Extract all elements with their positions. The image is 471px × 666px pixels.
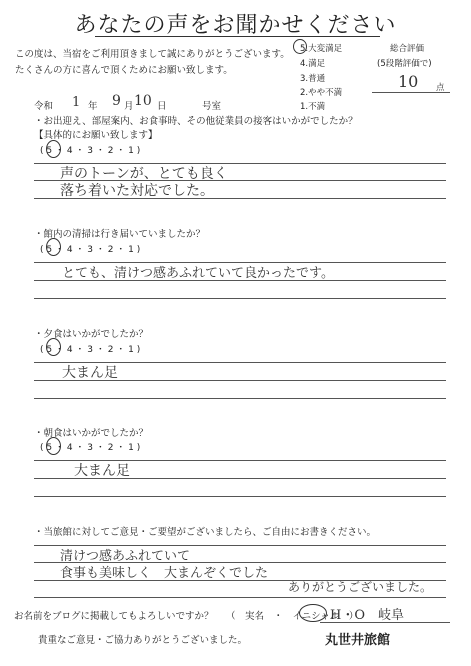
rating-legend-4: 4.満足 [300, 59, 326, 69]
inn-name: 丸世井旅館 [325, 633, 391, 648]
q2-scale: ( 5 ・ 4 ・ 3 ・ 2 ・ 1 ) [40, 245, 141, 255]
q4-selected-circle [46, 437, 61, 455]
q3-scale: ( 5 ・ 4 ・ 3 ・ 2 ・ 1 ) [40, 345, 141, 355]
intro-line-1: この度は、当宿をご利用頂きまして誠にありがとうございます。 [15, 49, 290, 60]
room-label: 号室 [202, 101, 222, 112]
q5-answer-3: ありがとうございました。 [288, 580, 433, 594]
blog-option-circle [299, 604, 327, 622]
blog-option: （ 実名 ・ イニシャル ） [226, 611, 359, 622]
date-year-unit: 年 [88, 101, 98, 112]
date-month-unit: 月 [124, 101, 134, 112]
q2-rule-1 [34, 262, 446, 263]
q1-rule-1 [34, 163, 446, 164]
q5-rule-3 [34, 580, 446, 581]
q5-rule-1 [34, 545, 446, 546]
rating-legend-2: 2.やや不満 [300, 88, 343, 98]
thanks-message: 貴重なご意見・ご協力ありがとうございました。 [38, 635, 248, 646]
q1-answer-1: 声のトーンが、とても良く [60, 166, 228, 182]
q2-rule-3 [34, 298, 446, 299]
q1-answer-2: 落ち着いた対応でした。 [60, 183, 214, 199]
overall-underline [372, 92, 450, 93]
q2-selected-circle [46, 238, 61, 256]
overall-score: 10 [398, 72, 419, 91]
overall-label: 総合評価 [390, 44, 425, 54]
intro-line-2: たくさんの方に喜んで頂くためにお願い致します。 [15, 65, 233, 76]
date-month: 9 [112, 93, 121, 109]
q5-answer-1: 清けつ感あふれていて [60, 549, 191, 564]
q1-text: ・お出迎え、部屋案内、お食事時、その他従業員の接客はいかがでしたか？ [34, 116, 358, 127]
q5-rule-4 [34, 597, 446, 598]
title-underline [95, 36, 380, 37]
rating-legend-3: 3.普通 [300, 74, 326, 84]
q4-rule-2 [34, 478, 446, 479]
q4-scale: ( 5 ・ 4 ・ 3 ・ 2 ・ 1 ) [40, 443, 141, 453]
date-day-unit: 日 [157, 101, 167, 112]
q1-hint: 【具体的にお願い致します】 [34, 130, 158, 141]
q2-text: ・館内の清掃は行き届いていましたか？ [34, 229, 206, 240]
q4-text: ・朝食はいかがでしたか？ [34, 428, 149, 439]
q2-answer-1: とても、清けつ感あふれていて良かったです。 [62, 266, 334, 281]
q5-rule-2 [34, 562, 446, 563]
blog-name: H・O 岐阜 [330, 608, 404, 623]
q4-rule-3 [34, 496, 446, 497]
q1-rule-3 [34, 198, 446, 199]
q4-answer-1: 大まん足 [74, 463, 130, 479]
overall-sub: (5段階評価で) [377, 59, 432, 69]
q3-rule-1 [34, 362, 446, 363]
q3-answer-1: 大まん足 [62, 365, 118, 381]
q4-rule-1 [34, 460, 446, 461]
q3-selected-circle [46, 338, 61, 356]
rating-legend-circle [293, 39, 307, 54]
q5-answer-2: 食事も美味しく 大まんぞくでした [60, 566, 269, 581]
rating-legend-5: 5.大変満足 [300, 44, 343, 54]
q5-text: ・当旅館に対してご意見・ご要望がございましたら、ご自由にお書きください。 [34, 527, 377, 538]
q3-text: ・夕食はいかがでしたか？ [34, 329, 149, 340]
blog-name-underline [320, 622, 450, 623]
date-year: 1 [72, 95, 81, 110]
page-title: あなたの声をお聞かせください [74, 13, 397, 38]
q1-rule-2 [34, 180, 446, 181]
q1-selected-circle [46, 140, 61, 158]
rating-legend-1: 1.不満 [300, 102, 326, 112]
date-era: 令和 [34, 101, 54, 112]
overall-unit: 点 [436, 83, 445, 93]
q2-rule-2 [34, 280, 446, 281]
q1-scale: ( 5 ・ 4 ・ 3 ・ 2 ・ 1 ) [40, 146, 141, 156]
q3-rule-3 [34, 398, 446, 399]
date-day: 10 [134, 93, 152, 109]
blog-question: お名前をブログに掲載してもよろしいですか？ [14, 611, 214, 622]
q3-rule-2 [34, 380, 446, 381]
